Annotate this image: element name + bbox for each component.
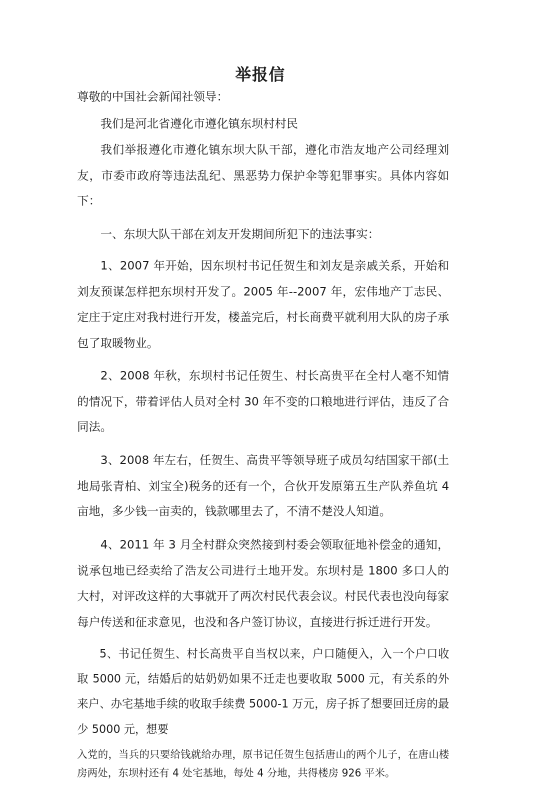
item-1-paragraph: 1、2007 年开始，因东坝村书记任贺生和刘友是亲戚关系，开始和刘友预谋怎样把东坝村开发了。2005 年--2007 年，宏伟地产丁志民、定庄于定庄对我村进行开发，楼盖完后，村长商费平就利用大队的房子承包了取暖物业。 [77,258,450,350]
section-heading-1: 一、东坝大队干部在刘友开发期间所犯下的违法事实： [100,226,380,241]
salutation: 尊敬的中国社会新闻社领导： [77,89,229,104]
letter-title: 举报信 [235,66,286,85]
item-4-paragraph: 4、2011 年 3 月全村群众突然接到村委会领取征地补偿金的通知，说承包地已经卖给了浩友公司进行土地开发。东坝村是 1800 多口人的大村，对评改这样的大事就开了两次村民代表会议。村民代表也没向每家每户传送和征求意见，也没和各户签订协议，直接进行拆迁进行开发。 [77,537,450,629]
report-paragraph: 我们举报遵化市遵化镇东坝大队干部，遵化市浩友地产公司经理刘友，市委市政府等违法乱纪、黑恶势力保护伞等犯罪事实。具体内容如下： [77,142,450,208]
item-5-paragraph: 5、书记任贺生、村长高贵平自当权以来，户口随便入，入一个户口收取 5000 元，结婚后的姑奶奶如果不迁走也要收取 5000 元，有关系的外来户、办宅基地手续的收取手续费 5000-1 万元，房子拆了想要回迁房的最少 5000 元，想要 [77,647,450,736]
item-2-paragraph: 2、2008 年秋，东坝村书记任贺生、村长高贵平在全村人毫不知情的情况下，带着评估人员对全村 30 年不变的口粮地进行评估，违反了合同法。 [77,368,450,434]
item-3-paragraph: 3、2008 年左右，任贺生、高贵平等领导班子成员勾结国家干部(土地局张青柏、刘宝全)税务的还有一个，合伙开发原第五生产队养鱼坑 4 亩地，多少钱一亩卖的，钱款哪里去了，不清不楚没人知道。 [77,452,450,518]
intro-line: 我们是河北省遵化市遵化镇东坝村村民 [100,116,299,131]
item-5-continuation: 入党的，当兵的只要给钱就给办理，原书记任贺生包括唐山的两个儿子，在唐山楼房两处，东坝村还有 4 处宅基地，每处 4 分地，共得楼房 926 平米。 [77,748,450,780]
